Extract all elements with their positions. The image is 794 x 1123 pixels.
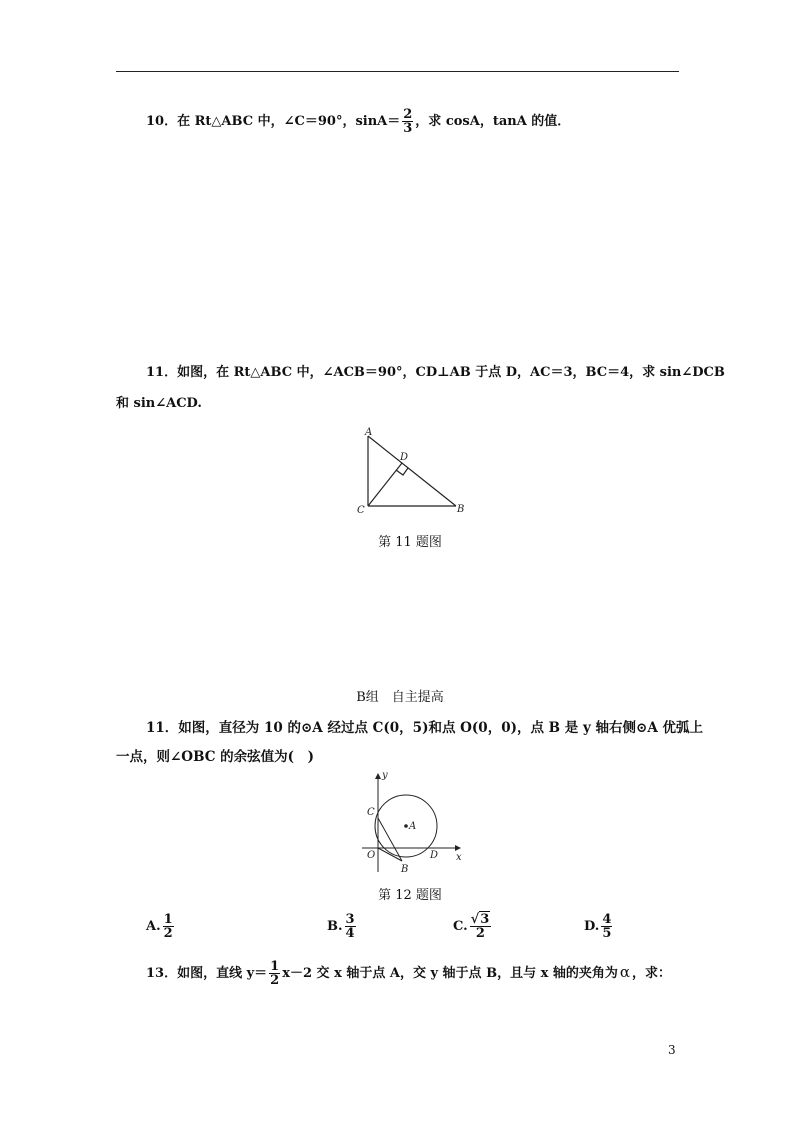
option-b-letter: B. xyxy=(327,919,343,934)
figure-12-caption: 第 12 题图 xyxy=(378,888,442,903)
q10-frac-num: 2 xyxy=(403,107,413,122)
option-c-fraction xyxy=(470,913,492,940)
q10-fraction xyxy=(402,108,413,135)
q13-middle: x－2 交 x 轴于点 A，交 y 轴于点 B，且与 x 轴的夹角为 xyxy=(282,966,618,981)
option-d xyxy=(584,913,614,940)
sqrt-icon: √ xyxy=(470,912,480,927)
option-d-num: 4 xyxy=(602,912,612,927)
figure-11-caption: 第 11 题图 xyxy=(378,535,442,550)
question-10 xyxy=(146,108,570,135)
q10-suffix: ，求 cosA，tanA 的值． xyxy=(415,114,571,129)
option-b-den: 4 xyxy=(345,926,355,941)
fig11-label-c: C xyxy=(357,505,365,516)
question-11-line1: 11．如图，在 Rt△ABC 中，∠ACB＝90°，CD⊥AB 于点 D，AC＝3，BC＝4，求 sin∠DCB xyxy=(146,365,725,380)
fig12-label-c: C xyxy=(367,807,375,818)
question-11-line2: 和 sin∠ACD. xyxy=(116,396,202,411)
option-a-num: 1 xyxy=(163,912,173,927)
option-d-fraction xyxy=(601,913,612,940)
option-a xyxy=(146,913,176,940)
option-c xyxy=(453,913,493,940)
alpha-symbol: α xyxy=(619,963,631,981)
fig12-label-o: O xyxy=(367,850,376,861)
q13-fraction xyxy=(269,960,280,987)
question-12-line1: 11．如图，直径为 10 的⊙A 经过点 C(0，5)和点 O(0，0)，点 B 是 y 轴右侧⊙A 优弧上 xyxy=(146,720,704,736)
q13-frac-num: 1 xyxy=(270,959,280,974)
option-b xyxy=(327,913,358,940)
q10-frac-den: 3 xyxy=(403,121,413,136)
option-d-letter: D. xyxy=(584,919,600,934)
option-b-num: 3 xyxy=(345,912,355,927)
q13-suffix: ，求： xyxy=(632,966,672,981)
question-12-line2: 一点，则∠OBC 的余弦值为( ) xyxy=(116,749,314,765)
q13-prefix: 13．如图，直线 y＝ xyxy=(146,966,268,981)
option-a-letter: A. xyxy=(146,919,161,934)
fig11-label-b: B xyxy=(457,504,465,515)
fig12-label-a: A xyxy=(409,821,417,832)
option-a-den: 2 xyxy=(163,926,173,941)
option-c-radicand: 3 xyxy=(480,912,490,927)
header-rule xyxy=(116,71,679,72)
option-c-letter: C. xyxy=(453,919,468,934)
fig12-label-x: x xyxy=(456,852,462,863)
page-number: 3 xyxy=(668,1043,676,1057)
fig12-center-point xyxy=(404,824,408,828)
fig12-label-d: D xyxy=(430,850,439,861)
option-d-den: 5 xyxy=(602,926,612,941)
question-13 xyxy=(146,960,671,987)
section-b-heading: B组 自主提高 xyxy=(356,690,444,705)
fig12-label-b: B xyxy=(401,864,409,875)
option-b-fraction xyxy=(345,913,356,940)
figure-11 xyxy=(352,424,472,520)
fig11-side-ab xyxy=(368,436,456,506)
q10-prefix: 10．在 Rt△ABC 中，∠C＝90°，sinA＝ xyxy=(146,114,401,129)
fig11-altitude-cd xyxy=(368,463,402,506)
option-c-den: 2 xyxy=(475,926,485,941)
fig11-label-d: D xyxy=(400,452,409,463)
figure-12 xyxy=(356,768,466,878)
fig12-label-y: y xyxy=(382,770,388,781)
option-a-fraction xyxy=(163,913,174,940)
option-c-num xyxy=(470,913,492,927)
fig11-label-a: A xyxy=(365,427,373,438)
q13-frac-den: 2 xyxy=(270,973,280,988)
